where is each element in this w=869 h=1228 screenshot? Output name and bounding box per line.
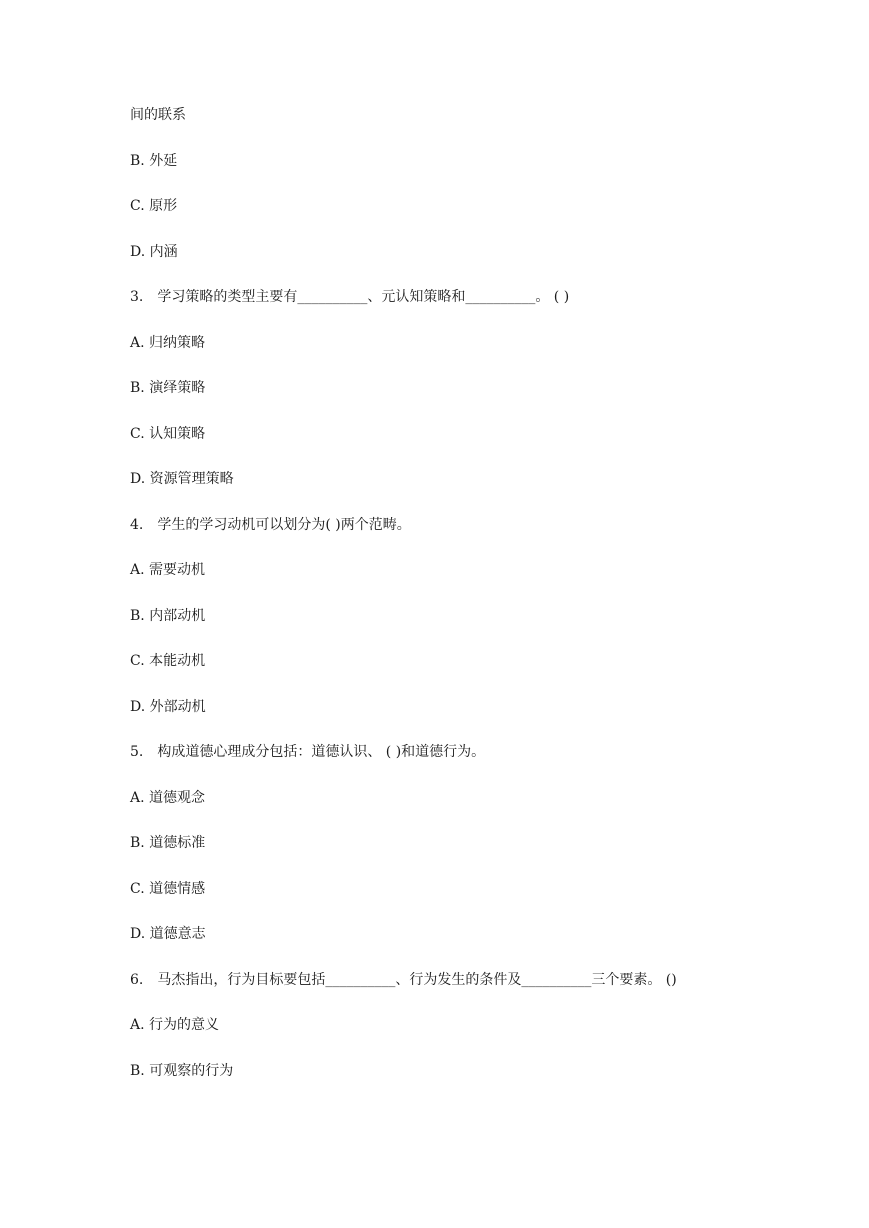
option-b: B. 可观察的行为 — [130, 1062, 234, 1079]
option-c: C. 本能动机 — [130, 653, 206, 669]
option-c: C. 原形 — [130, 198, 178, 214]
question-6: 6. 马杰指出，行为目标要包括__________、行为发生的条件及__________三个要素。 () — [130, 971, 677, 988]
option-b: B. 内部动机 — [130, 607, 206, 624]
option-d: D. 道德意志 — [130, 926, 206, 942]
option-b: B. 外延 — [130, 152, 178, 169]
question-5: 5. 构成道德心理成分包括：道德认识、 ( )和道德行为。 — [130, 744, 486, 760]
option-a: A. 道德观念 — [130, 789, 206, 806]
option-c: C. 道德情感 — [130, 880, 206, 897]
option-d: D. 内涵 — [130, 243, 178, 260]
option-c: C. 认知策略 — [130, 425, 206, 442]
continuation-text: 间的联系 — [130, 107, 186, 123]
document-content — [130, 104, 770, 1105]
question-3: 3. 学习策略的类型主要有__________、元认知策略和__________。 ( ) — [130, 289, 570, 305]
option-a: A. 需要动机 — [130, 562, 206, 578]
option-b: B. 道德标准 — [130, 835, 206, 851]
question-4: 4. 学生的学习动机可以划分为( )两个范畴。 — [130, 516, 411, 533]
option-d: D. 外部动机 — [130, 698, 206, 715]
option-b: B. 演绎策略 — [130, 380, 206, 396]
option-d: D. 资源管理策略 — [130, 471, 234, 487]
option-a: A. 行为的意义 — [130, 1017, 220, 1033]
option-a: A. 归纳策略 — [130, 334, 206, 351]
